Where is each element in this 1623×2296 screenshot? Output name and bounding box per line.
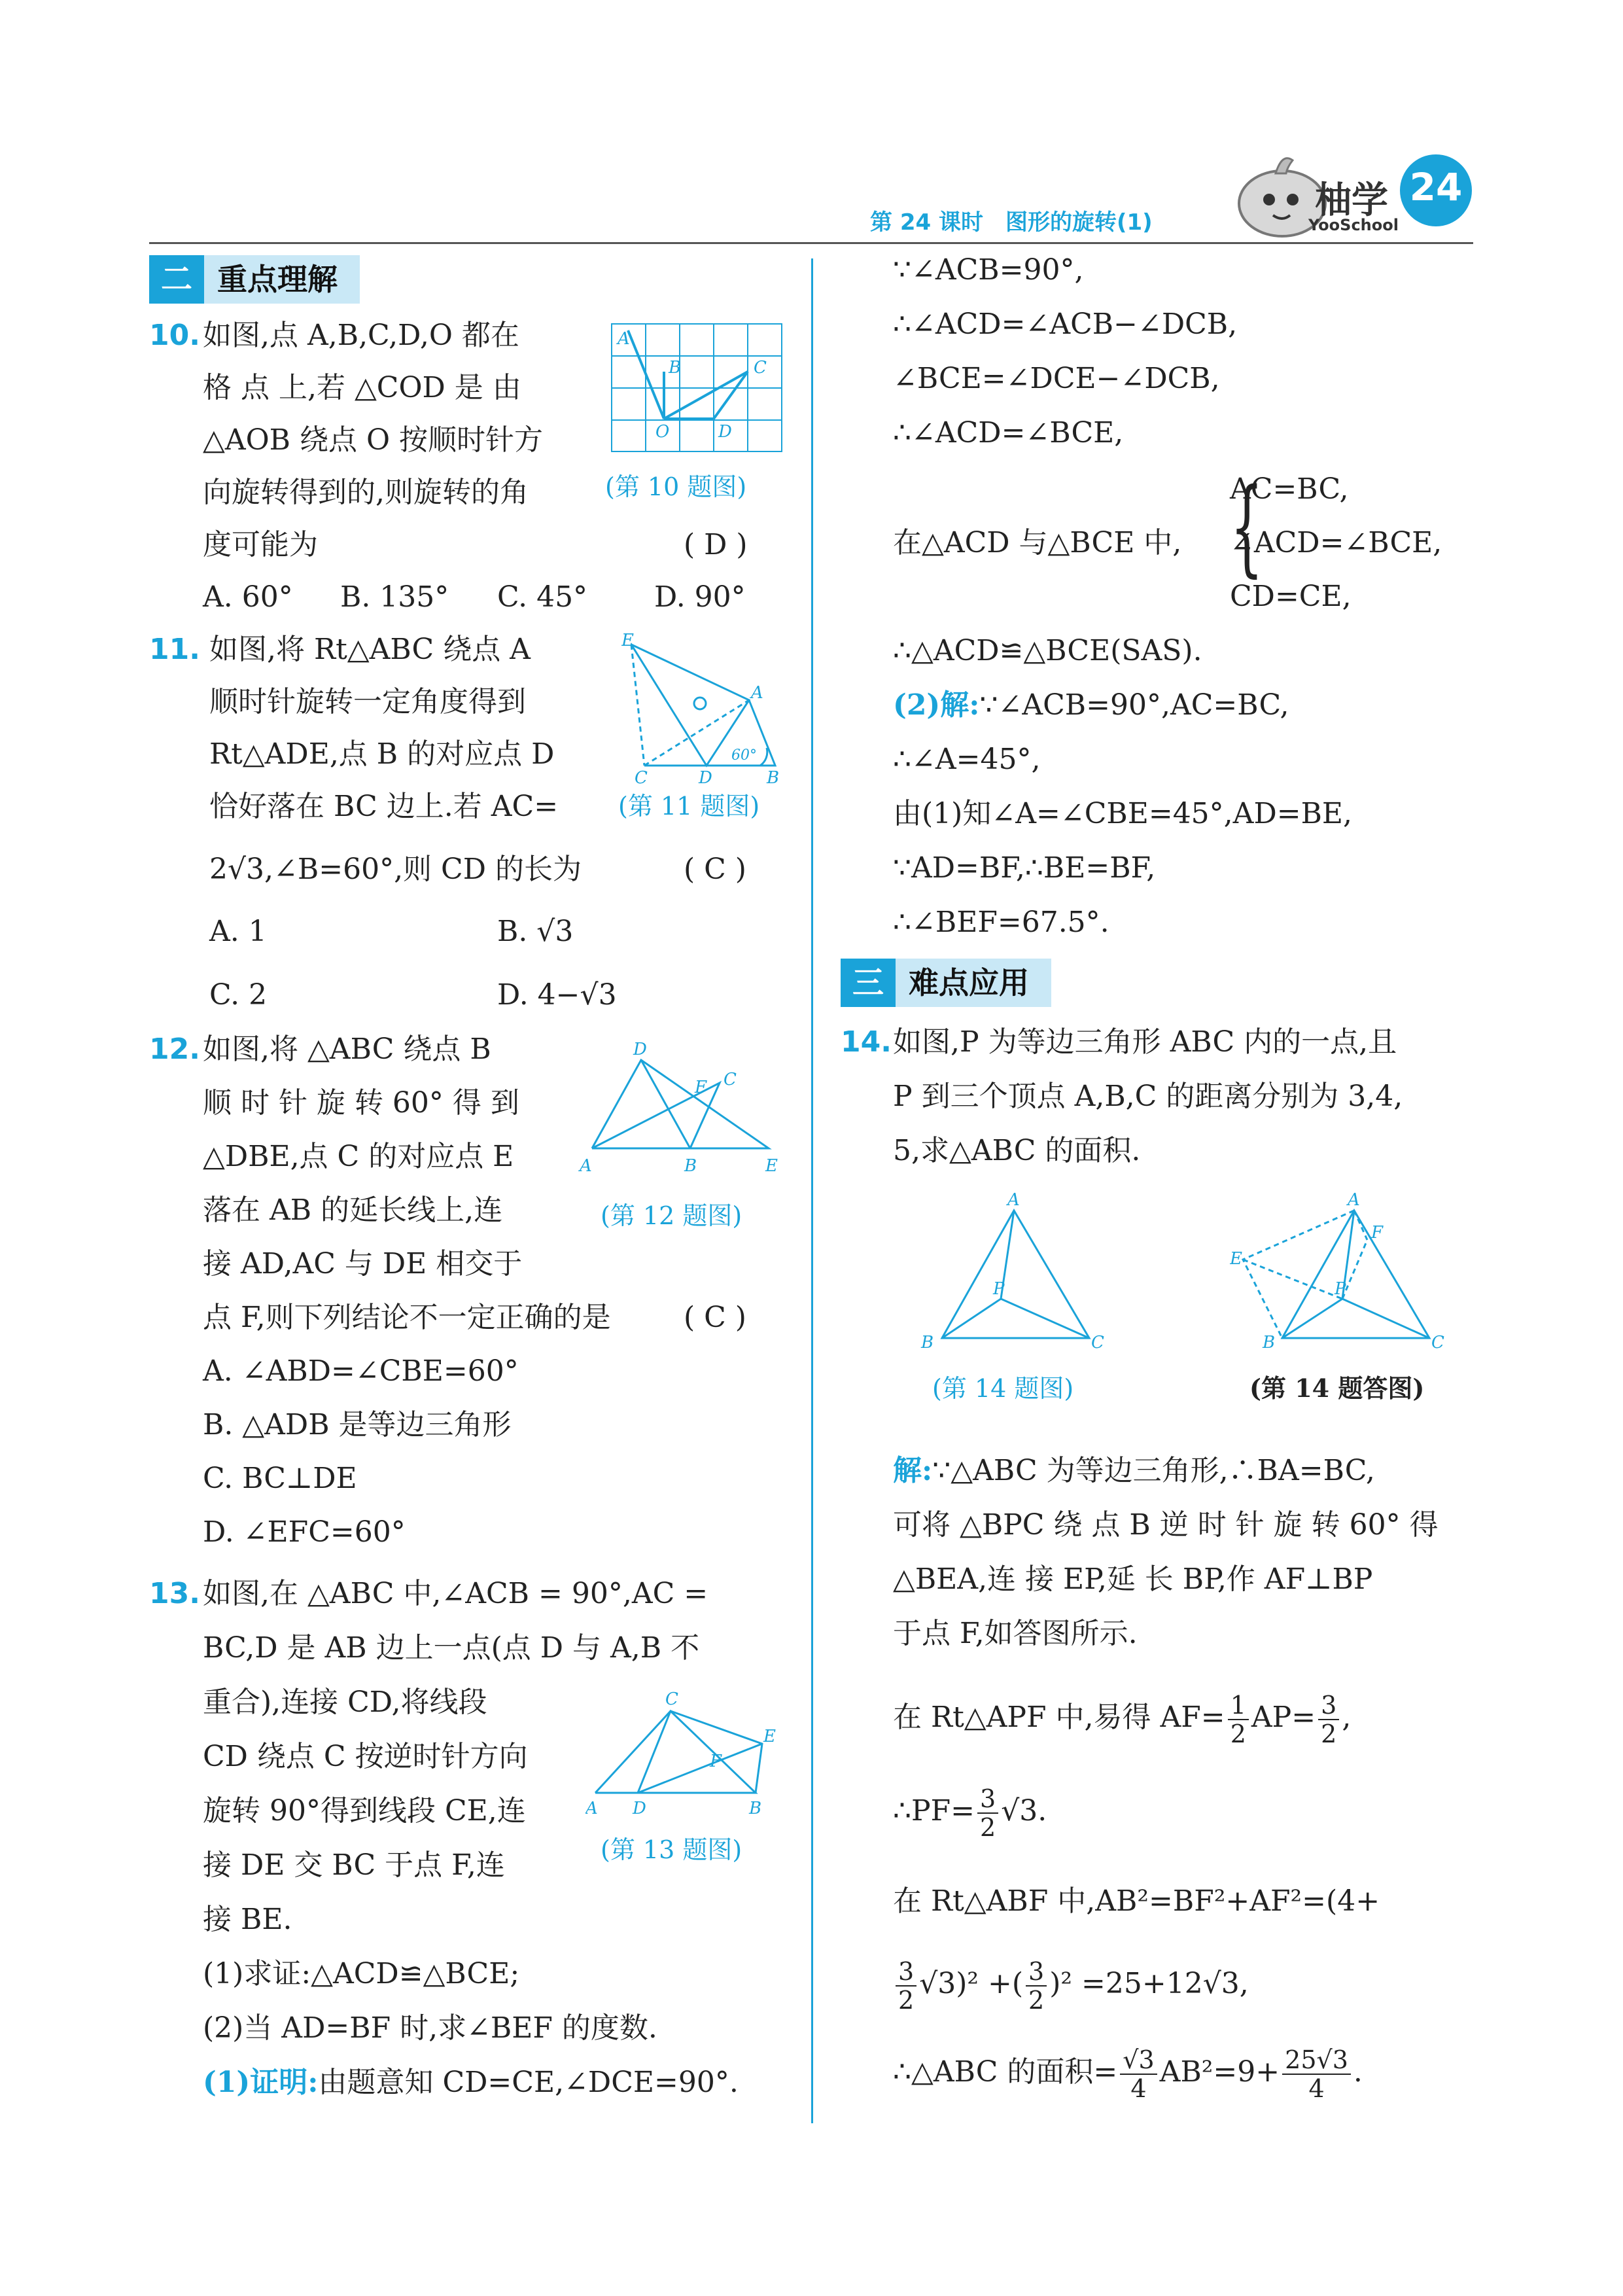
fig-label: E bbox=[621, 631, 634, 650]
fig-label: F bbox=[1371, 1223, 1384, 1243]
section-title: 重点理解 bbox=[217, 262, 338, 297]
option: D. 4−√3 bbox=[497, 978, 617, 1012]
question-line: 重合),连接 CD,将线段 bbox=[203, 1686, 487, 1719]
fig-label: A bbox=[580, 1156, 592, 1174]
system-line: CD=CE, bbox=[1230, 580, 1352, 613]
lesson-title: 第 24 课时 图形的旋转(1) bbox=[870, 209, 1153, 236]
question-line: 如图,将 Rt△ABC 绕点 A bbox=[209, 633, 531, 666]
fig-label: A bbox=[751, 683, 763, 703]
fig-label: B bbox=[749, 1799, 762, 1818]
question-line: CD 绕点 C 按逆时针方向 bbox=[203, 1740, 528, 1773]
figure-caption: (第 14 题答图) bbox=[1249, 1373, 1425, 1403]
fig-label: C bbox=[724, 1070, 737, 1089]
solution-step-2: ∴PF= $\frac{3}{2}$ √3. bbox=[893, 1784, 1047, 1842]
question-line: 顺时针旋转一定角度得到 bbox=[209, 685, 526, 718]
fig-label: C bbox=[754, 358, 767, 378]
solution-label: 解: bbox=[893, 1454, 933, 1487]
fig-label: C bbox=[635, 768, 648, 785]
proof-line: ∴△ACD≌△BCE(SAS). bbox=[893, 634, 1202, 667]
question-number: 13. bbox=[149, 1577, 200, 1610]
solution-line: 可将 △BPC 绕 点 B 逆 时 针 旋 转 60° 得 bbox=[893, 1508, 1439, 1542]
brand-name: 柚学 bbox=[1315, 179, 1388, 222]
fraction: $\frac{3}{2}$ bbox=[896, 1958, 916, 2014]
figure-caption: (第 11 题图) bbox=[618, 792, 760, 821]
fig-label: E bbox=[1230, 1249, 1242, 1269]
fig-label: F bbox=[695, 1078, 707, 1097]
question-line: △DBE,点 C 的对应点 E bbox=[203, 1140, 514, 1173]
figure-caption: (第 12 题图) bbox=[601, 1201, 742, 1230]
option: C. 45° bbox=[497, 580, 588, 614]
question-line: 旋转 90°得到线段 CE,连 bbox=[203, 1794, 526, 1828]
figure-caption: (第 14 题图) bbox=[932, 1374, 1074, 1403]
question-line: 5,求△ABC 的面积. bbox=[893, 1134, 1141, 1167]
question-line: 接 BE. bbox=[203, 1903, 292, 1936]
fig-label: A bbox=[1348, 1191, 1360, 1210]
option: A. 1 bbox=[209, 915, 267, 948]
option: C. BC⊥DE bbox=[203, 1462, 357, 1495]
fig-label: A bbox=[585, 1799, 598, 1818]
section-difficult-application bbox=[841, 959, 1051, 1007]
fig-label: D bbox=[633, 1040, 647, 1059]
fig-label: C bbox=[1431, 1333, 1444, 1352]
figure-11 bbox=[621, 631, 785, 785]
answer-choice: ( C ) bbox=[684, 853, 746, 886]
solution-step-4: ∴△ABC 的面积= $\frac{√3}{4}$ AB²=9+ $\frac{25√3}{4}$ . bbox=[893, 2045, 1363, 2103]
proof-line: ∴∠ACD=∠ACB−∠DCB, bbox=[893, 308, 1238, 341]
question-line: 2√3,∠B=60°,则 CD 的长为 bbox=[209, 853, 582, 886]
fig-label: B bbox=[1263, 1333, 1276, 1352]
question-line: 向旋转得到的,则旋转的角 bbox=[203, 476, 529, 509]
fig-label: C bbox=[1091, 1333, 1104, 1352]
fig-label: B bbox=[921, 1333, 934, 1352]
figure-12 bbox=[576, 1040, 785, 1174]
question-line: △AOB 绕点 O 按顺时针方 bbox=[203, 423, 544, 457]
option: A. ∠ABD=∠CBE=60° bbox=[203, 1354, 519, 1388]
fig-label: A bbox=[618, 329, 630, 349]
option: B. √3 bbox=[497, 915, 574, 948]
solution-step-3b: $\frac{3}{2}$ √3)² +( $\frac{3}{2}$ )² =25+12√3, bbox=[893, 1951, 1249, 2017]
section-key-understanding bbox=[149, 255, 360, 304]
proof-line: ∵∠ACB=90°, bbox=[893, 253, 1084, 287]
question-line: 如图,P 为等边三角形 ABC 内的一点,且 bbox=[893, 1025, 1397, 1059]
section-title: 难点应用 bbox=[909, 965, 1029, 1000]
question-line: 落在 AB 的延长线上,连 bbox=[203, 1193, 503, 1227]
fig-label: P bbox=[1335, 1279, 1346, 1299]
question-line: 如图,点 A,B,C,D,O 都在 bbox=[203, 319, 519, 352]
proof-line: ∴∠A=45°, bbox=[893, 743, 1041, 776]
system-line: AC=BC, bbox=[1230, 472, 1349, 506]
question-line: 如图,在 △ABC 中,∠ACB = 90°,AC = bbox=[203, 1577, 708, 1610]
question-line: 格 点 上,若 △COD 是 由 bbox=[203, 371, 521, 404]
answer-choice: ( D ) bbox=[684, 528, 748, 561]
solution-step-1: 在 Rt△APF 中,易得 AF= $\frac{1}{2}$ AP= $\frac{3}{2}$ , bbox=[893, 1690, 1352, 1748]
header-rule bbox=[149, 242, 1473, 244]
question-line: 接 DE 交 BC 于点 F,连 bbox=[203, 1848, 505, 1882]
option: A. 60° bbox=[203, 580, 293, 614]
proof-line: ∴∠ACD=∠BCE, bbox=[893, 416, 1124, 450]
fraction: $\frac{3}{2}$ bbox=[1026, 1958, 1047, 2014]
fig-label: F bbox=[710, 1752, 722, 1771]
system-line: ∠ACD=∠BCE, bbox=[1230, 526, 1442, 559]
answer-choice: ( C ) bbox=[684, 1301, 746, 1334]
question-line: 点 F,则下列结论不一定正确的是 bbox=[203, 1301, 611, 1334]
figure-10-grid bbox=[608, 321, 785, 458]
proof-text: 由题意知 CD=CE,∠DCE=90°. bbox=[318, 2066, 739, 2099]
option: C. 2 bbox=[209, 978, 268, 1012]
system-prefix: 在△ACD 与△BCE 中, bbox=[893, 526, 1182, 559]
question-line: 如图,将 △ABC 绕点 B bbox=[203, 1033, 491, 1066]
fig-label: B bbox=[669, 358, 682, 378]
fraction: $\frac{25√3}{4}$ bbox=[1282, 2046, 1351, 2102]
solution-text: ∵△ABC 为等边三角形,∴BA=BC, bbox=[932, 1454, 1375, 1487]
question-number: 14. bbox=[841, 1025, 892, 1059]
fig-label: C bbox=[665, 1689, 678, 1709]
fig-label: D bbox=[633, 1799, 646, 1818]
fraction: $\frac{1}{2}$ bbox=[1228, 1691, 1249, 1748]
question-line: BC,D 是 AB 边上一点(点 D 与 A,B 不 bbox=[203, 1631, 700, 1665]
question-line: 恰好落在 BC 边上.若 AC= bbox=[209, 790, 559, 823]
fig-label: B bbox=[684, 1156, 697, 1174]
proof-line: ∴∠BEF=67.5°. bbox=[893, 906, 1109, 939]
solution-line: 于点 F,如答图所示. bbox=[893, 1617, 1138, 1650]
proof-line: 由(1)知∠A=∠CBE=45°,AD=BE, bbox=[893, 797, 1353, 830]
question-line: 接 AD,AC 与 DE 相交于 bbox=[203, 1247, 523, 1280]
fig-label: 60° bbox=[731, 747, 757, 764]
option: B. △ADB 是等边三角形 bbox=[203, 1408, 512, 1441]
solution-line: △BEA,连 接 EP,延 长 BP,作 AF⊥BP bbox=[893, 1563, 1373, 1596]
solution-step-3a: 在 Rt△ABF 中,AB²=BF²+AF²=(4+ bbox=[893, 1884, 1380, 1918]
question-number: 11. bbox=[149, 633, 200, 666]
fraction: $\frac{3}{2}$ bbox=[1318, 1691, 1339, 1748]
fig-label: O bbox=[655, 422, 670, 442]
fig-label: D bbox=[699, 768, 712, 785]
fig-label: D bbox=[718, 422, 732, 442]
system-brace-icon: { bbox=[1230, 465, 1264, 588]
part2-text: ∵∠ACB=90°,AC=BC, bbox=[979, 688, 1289, 722]
question-line: 度可能为 bbox=[203, 528, 318, 561]
fraction: $\frac{3}{2}$ bbox=[977, 1785, 998, 1841]
section-badge: 三 bbox=[841, 959, 896, 1007]
question-part: (1)求证:△ACD≌△BCE; bbox=[203, 1957, 520, 1990]
figure-14 bbox=[916, 1191, 1119, 1361]
question-line: Rt△ADE,点 B 的对应点 D bbox=[209, 737, 555, 771]
fig-label: E bbox=[763, 1727, 776, 1746]
option: D. ∠EFC=60° bbox=[203, 1515, 406, 1549]
question-number: 12. bbox=[149, 1033, 200, 1066]
question-line: 顺 时 针 旋 转 60° 得 到 bbox=[203, 1086, 519, 1120]
option: B. 135° bbox=[340, 580, 449, 614]
fraction: $\frac{√3}{4}$ bbox=[1120, 2046, 1157, 2102]
fig-label: P bbox=[993, 1279, 1005, 1299]
proof-line: ∵AD=BF,∴BE=BF, bbox=[893, 851, 1156, 885]
figure-13 bbox=[585, 1688, 785, 1822]
question-part: (2)当 AD=BF 时,求∠BEF 的度数. bbox=[203, 2011, 657, 2045]
proof-label: (1)证明: bbox=[203, 2066, 319, 2099]
figure-caption: (第 13 题图) bbox=[601, 1835, 742, 1864]
proof-line: ∠BCE=∠DCE−∠DCB, bbox=[893, 362, 1220, 395]
figure-caption: (第 10 题图) bbox=[605, 472, 747, 501]
section-badge: 二 bbox=[149, 255, 204, 304]
brand-subtitle: YooSchool bbox=[1308, 216, 1399, 234]
part2-label: (2)解: bbox=[893, 688, 980, 722]
solution-line bbox=[893, 1454, 1375, 1488]
figure-14-answer bbox=[1230, 1191, 1446, 1361]
page-number: 24 bbox=[1409, 165, 1463, 209]
fig-label: E bbox=[765, 1156, 778, 1174]
part2-line bbox=[893, 688, 1289, 722]
proof-line bbox=[203, 2066, 739, 2100]
fig-label: B bbox=[767, 768, 780, 785]
question-line: P 到三个顶点 A,B,C 的距离分别为 3,4, bbox=[893, 1080, 1403, 1113]
column-divider bbox=[811, 258, 813, 2123]
question-number: 10. bbox=[149, 319, 200, 352]
option: D. 90° bbox=[654, 580, 746, 614]
fig-label: A bbox=[1007, 1191, 1020, 1210]
